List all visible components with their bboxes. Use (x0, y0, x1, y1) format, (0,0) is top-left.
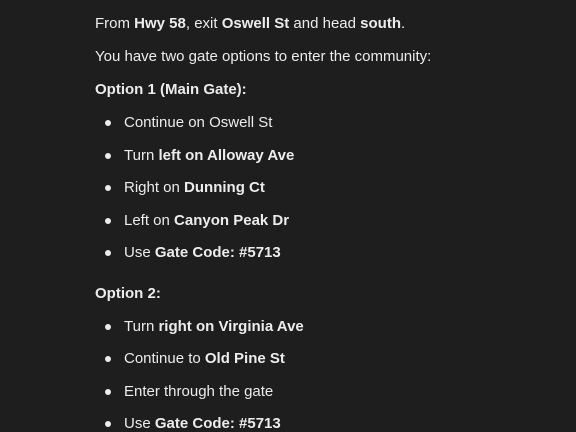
intro-text-1: From (95, 15, 135, 32)
list-item-text: Continue on Oswell St (124, 114, 273, 131)
intro-highway: Hwy 58 (134, 15, 186, 32)
bullet-icon (105, 185, 111, 191)
list-item-bold: right on Virginia Ave (158, 317, 304, 335)
list-item-bold: Gate Code: #5713 (154, 415, 281, 432)
list-item-bold: Old Pine St (204, 350, 285, 367)
option-2-list (95, 317, 556, 432)
list-item (95, 178, 556, 198)
intro-street: Oswell St (221, 15, 290, 32)
list-item (95, 317, 556, 337)
list-item (95, 349, 556, 369)
section-gap (95, 276, 556, 284)
list-item (95, 414, 556, 432)
list-item-text: Left on (124, 211, 175, 229)
list-item-bold: Gate Code: #5713 (154, 244, 281, 261)
bullet-icon (105, 218, 111, 224)
option-2-heading: Option 2: (95, 284, 161, 302)
intro-direction: south (360, 15, 401, 32)
bullet-icon (105, 324, 111, 330)
bullet-icon (105, 120, 111, 126)
list-item (95, 382, 556, 402)
list-item-text: Continue to (124, 350, 205, 367)
list-item (95, 146, 556, 166)
intro-text-4: . (401, 15, 406, 32)
list-item (95, 113, 556, 133)
list-item-text: Use (124, 415, 155, 432)
option-1-heading: Option 1 (Main Gate): (95, 81, 247, 98)
intro-paragraph (95, 14, 556, 34)
list-item-text: Use (124, 244, 155, 261)
list-item-text: Turn (124, 317, 159, 335)
bullet-icon (105, 250, 111, 256)
list-item-text: Enter through the gate (124, 382, 274, 400)
chat-message-content (95, 14, 556, 432)
bullet-icon (105, 421, 111, 427)
intro-text-2: , exit (185, 15, 222, 32)
bullet-icon (105, 153, 111, 159)
list-item-bold: Dunning Ct (184, 179, 265, 196)
list-item (95, 211, 556, 231)
list-item-bold: Canyon Peak Dr (174, 211, 290, 229)
bullet-icon (105, 356, 111, 362)
list-item-bold: left on Alloway Ave (158, 146, 295, 164)
options-paragraph: You have two gate options to enter the community: (95, 48, 432, 65)
intro-text-3: and head (289, 15, 361, 32)
list-item-text: Turn (124, 146, 159, 164)
list-item-text: Right on (124, 179, 185, 196)
bullet-icon (105, 389, 111, 395)
list-item (95, 243, 556, 263)
option-1-list (95, 113, 556, 263)
